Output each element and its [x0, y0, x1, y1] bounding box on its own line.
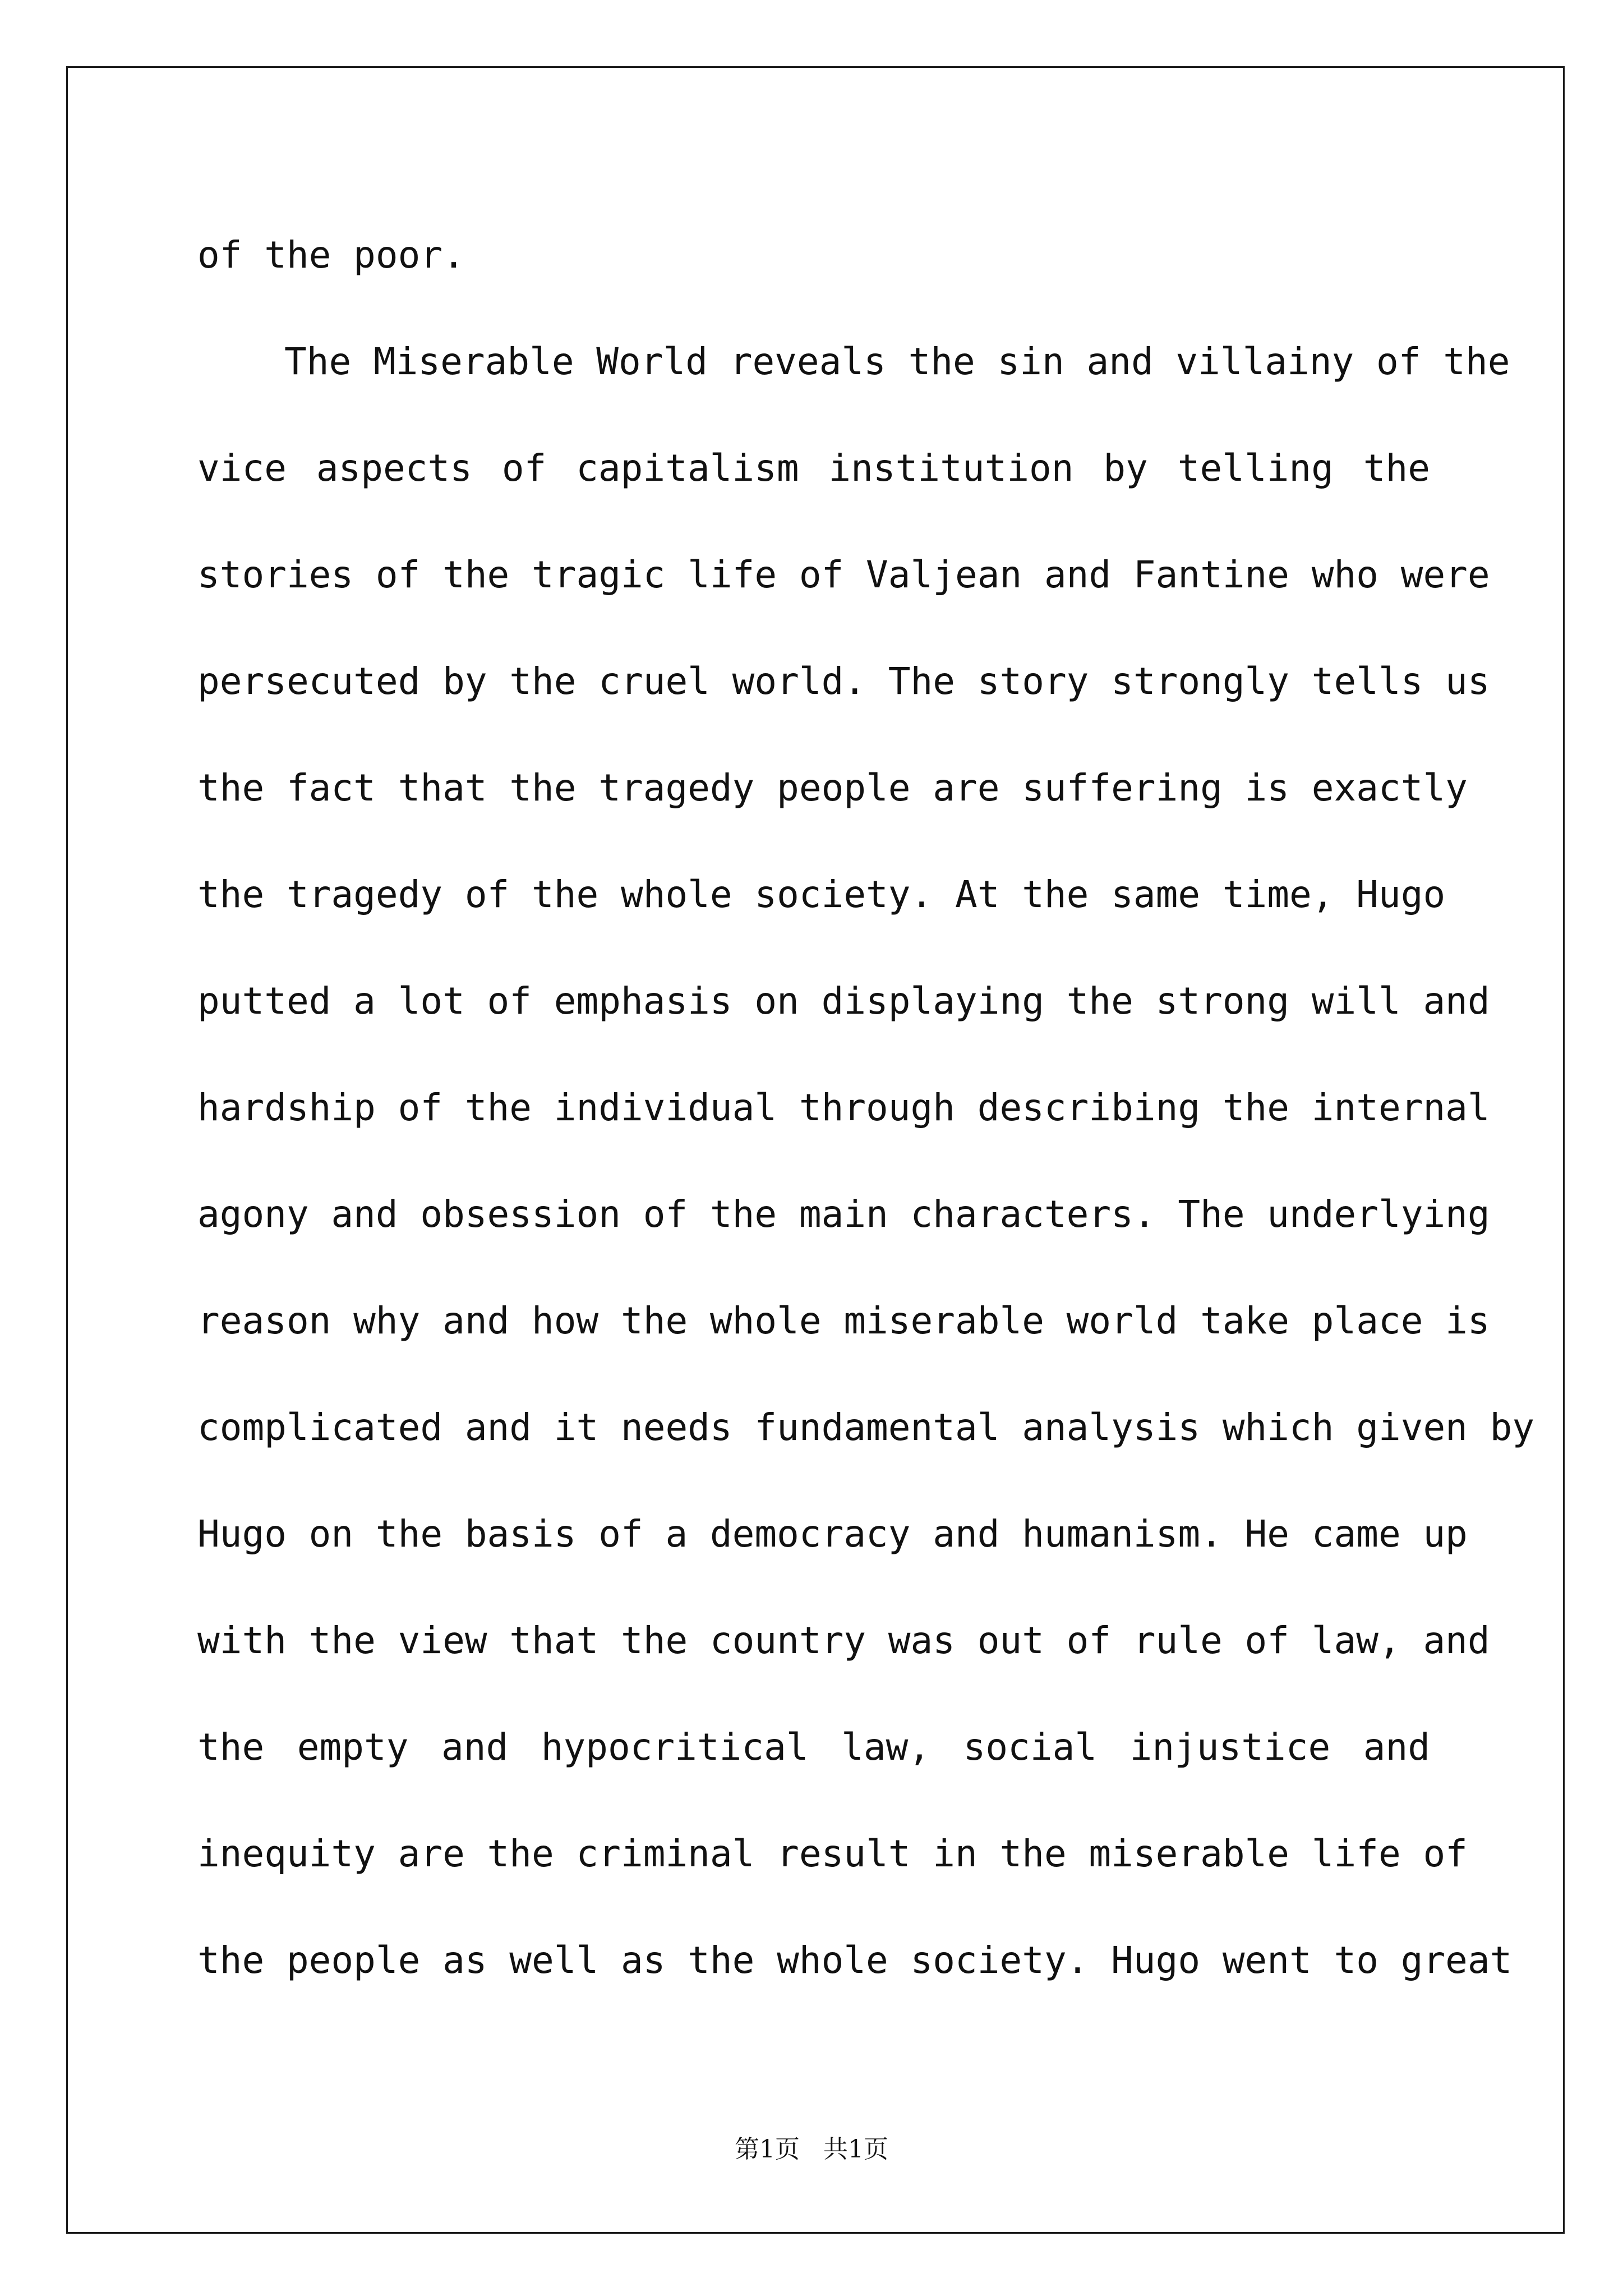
text-line: reason why and how the whole miserable world take place is [197, 1299, 1490, 1342]
text-line: The Miserable World reveals the sin and villainy of the [284, 340, 1510, 383]
text-line: agony and obsession of the main characters. The underlying [197, 1193, 1490, 1236]
current-page-label: 第1页 [735, 2135, 800, 2164]
text-line: putted a lot of emphasis on displaying the strong will and [197, 979, 1490, 1023]
text-line: vice aspects of capitalism institution by telling the [197, 447, 1430, 490]
text-line: hardship of the individual through describing the internal [197, 1086, 1490, 1129]
text-line: with the view that the country was out of rule of law, and [197, 1619, 1490, 1662]
text-line: persecuted by the cruel world. The story strongly tells us [197, 660, 1490, 703]
text-line: the tragedy of the whole society. At the same time, Hugo [197, 873, 1446, 916]
text-line: Hugo on the basis of a democracy and humanism. He came up [197, 1512, 1468, 1556]
text-line: of the poor. [197, 233, 465, 277]
page-footer [0, 2129, 1623, 2165]
text-line: the empty and hypocritical law, social injustice and [197, 1726, 1430, 1769]
text-line: complicated and it needs fundamental analysis which given by [197, 1406, 1535, 1449]
text-line: inequity are the criminal result in the miserable life of [197, 1832, 1468, 1875]
total-pages-label: 共1页 [823, 2135, 888, 2164]
document-body [197, 222, 1535, 2033]
text-line: the people as well as the whole society. Hugo went to great [197, 1939, 1513, 1982]
text-line: stories of the tragic life of Valjean and Fantine who were [197, 553, 1490, 596]
text-line: the fact that the tragedy people are suffering is exactly [197, 766, 1468, 809]
